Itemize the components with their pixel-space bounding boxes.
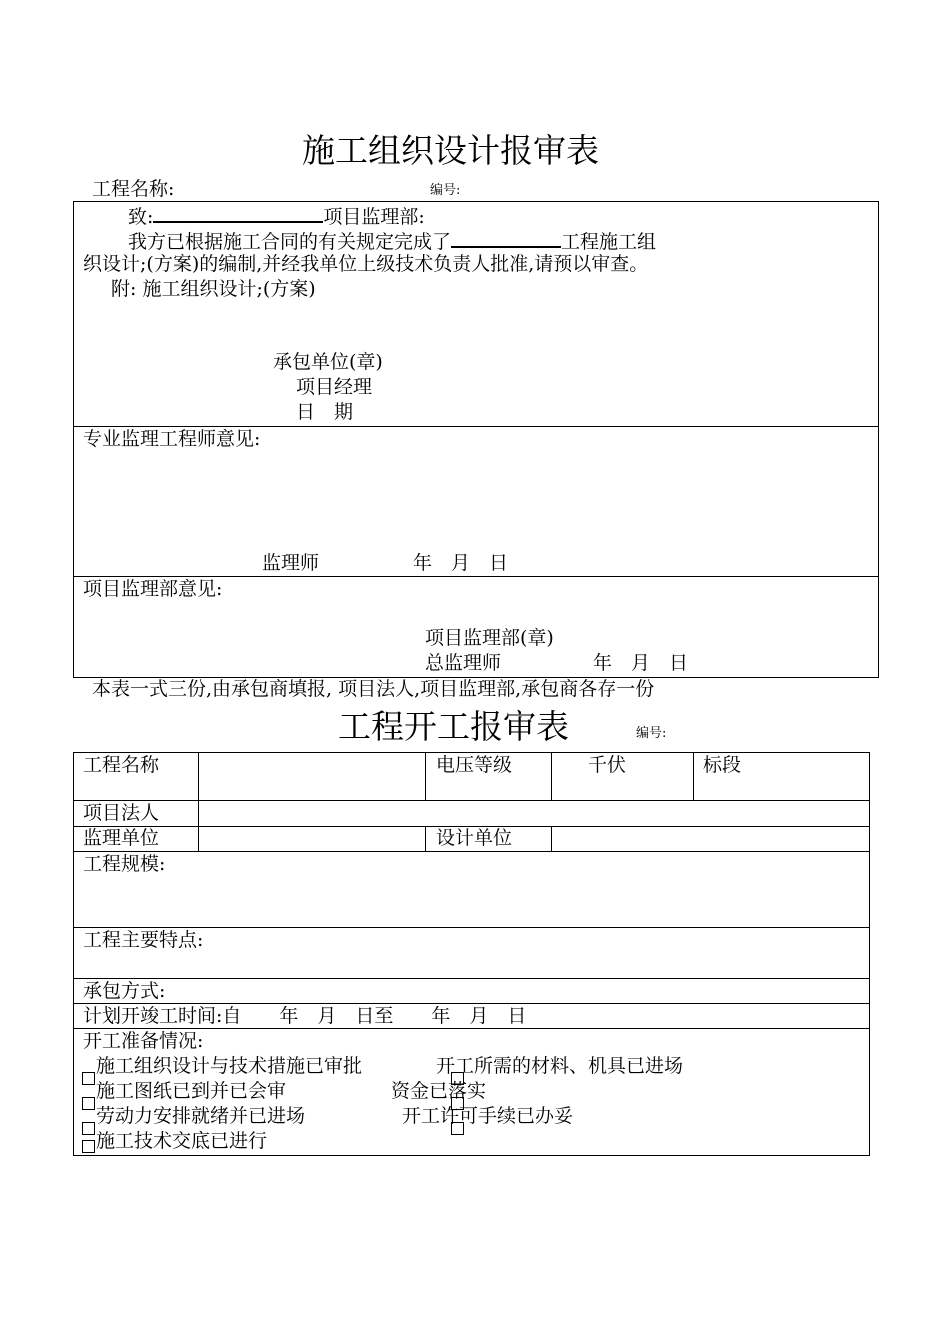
form1-body-line1-a: 我方已根据施工合同的有关规定完成了 [128,231,452,253]
form1-supervisor-date: 年 月 日 [413,552,509,574]
form2-col-line [551,826,552,851]
form2-row-line [73,978,870,979]
form2-col-line [551,752,552,800]
form1-to-blank[interactable] [153,205,323,223]
form2-contract-mode-label: 承包方式: [83,980,166,1002]
checklist-checkbox[interactable] [451,1122,464,1135]
form2-title: 工程开工报审表 [338,707,569,746]
form2-col-line [198,752,199,851]
form1-supervisor: 监理师 [262,552,320,574]
form2-project-owner-label: 项目法人 [83,802,160,824]
form2-voltage-level-label: 电压等级 [436,754,513,776]
form1-to-line [128,205,425,227]
form1-chief-date: 年 月 日 [593,652,689,674]
form1-project-blank[interactable] [451,230,561,248]
checklist-item-label: 施工技术交底已进行 [96,1130,268,1152]
form1-divider-2 [73,576,879,577]
checklist-item-label: 开工所需的材料、机具已进场 [436,1055,684,1077]
form2-row-line [73,800,870,801]
form2-col-line [425,826,426,851]
form1-date: 日 期 [296,401,354,423]
checklist-item-label: 资金已落实 [391,1080,487,1102]
form1-project-manager: 项目经理 [296,376,373,398]
form2-number-label: 编号: [636,726,667,741]
form1-dept-seal: 项目监理部(章) [425,627,554,649]
checklist-item-label: 劳动力安排就绪并已进场 [96,1105,306,1127]
form2-project-name-label: 工程名称 [83,754,160,776]
form2-col-line [693,752,694,800]
form2-row-line [73,1003,870,1004]
form2-row-line [73,1028,870,1029]
form1-attachment: 附: 施工组织设计;(方案) [111,278,316,300]
form2-kv-label: 千伏 [588,754,627,776]
form1-body-line1 [128,230,656,252]
form1-divider-1 [73,426,879,427]
checklist-item-label: 施工组织设计与技术措施已审批 [96,1055,363,1077]
form1-footer-note: 本表一式三份,由承包商填报, 项目法人,项目监理部,承包商各存一份 [92,678,655,700]
checklist-checkbox[interactable] [451,1072,464,1085]
form1-project-name-label: 工程名称: [92,178,175,200]
form2-row-line [73,927,870,928]
form2-features-label: 工程主要特点: [83,929,204,951]
form1-body-line1-b: 工程施工组 [561,231,657,253]
checklist-item-label: 施工图纸已到并已会审 [96,1080,287,1102]
form1-body-line2: 织设计;(方案)的编制,并经我单位上级技术负责人批准,请预以审查。 [83,253,649,275]
form2-schedule-label: 计划开竣工时间:自 年 月 日至 年 月 日 [83,1005,527,1027]
form1-number-label: 编号: [430,183,461,198]
checklist-checkbox[interactable] [82,1122,95,1135]
form2-section-label: 标段 [703,754,742,776]
form1-chief-supervisor: 总监理师 [425,652,502,674]
form2-design-unit-label: 设计单位 [436,827,513,849]
form2-row-line [73,851,870,852]
form1-supervision-dept: 项目监理部: [323,206,425,228]
form1-engineer-opinion: 专业监理工程师意见: [83,428,261,450]
checklist-checkbox[interactable] [82,1072,95,1085]
form2-preparation-label: 开工准备情况: [83,1030,204,1052]
form1-contractor-seal: 承包单位(章) [273,351,383,373]
checklist-item-label: 开工许可手续已办妥 [402,1105,574,1127]
form2-supervision-unit-label: 监理单位 [83,827,160,849]
form1-title: 施工组织设计报审表 [302,131,599,170]
checklist-checkbox[interactable] [82,1140,95,1153]
checklist-checkbox[interactable] [451,1097,464,1110]
form2-scale-label: 工程规模: [83,853,166,875]
form1-dept-opinion: 项目监理部意见: [83,578,223,600]
checklist-checkbox[interactable] [82,1097,95,1110]
form2-col-line [425,752,426,800]
form1-to-label: 致: [128,206,154,228]
